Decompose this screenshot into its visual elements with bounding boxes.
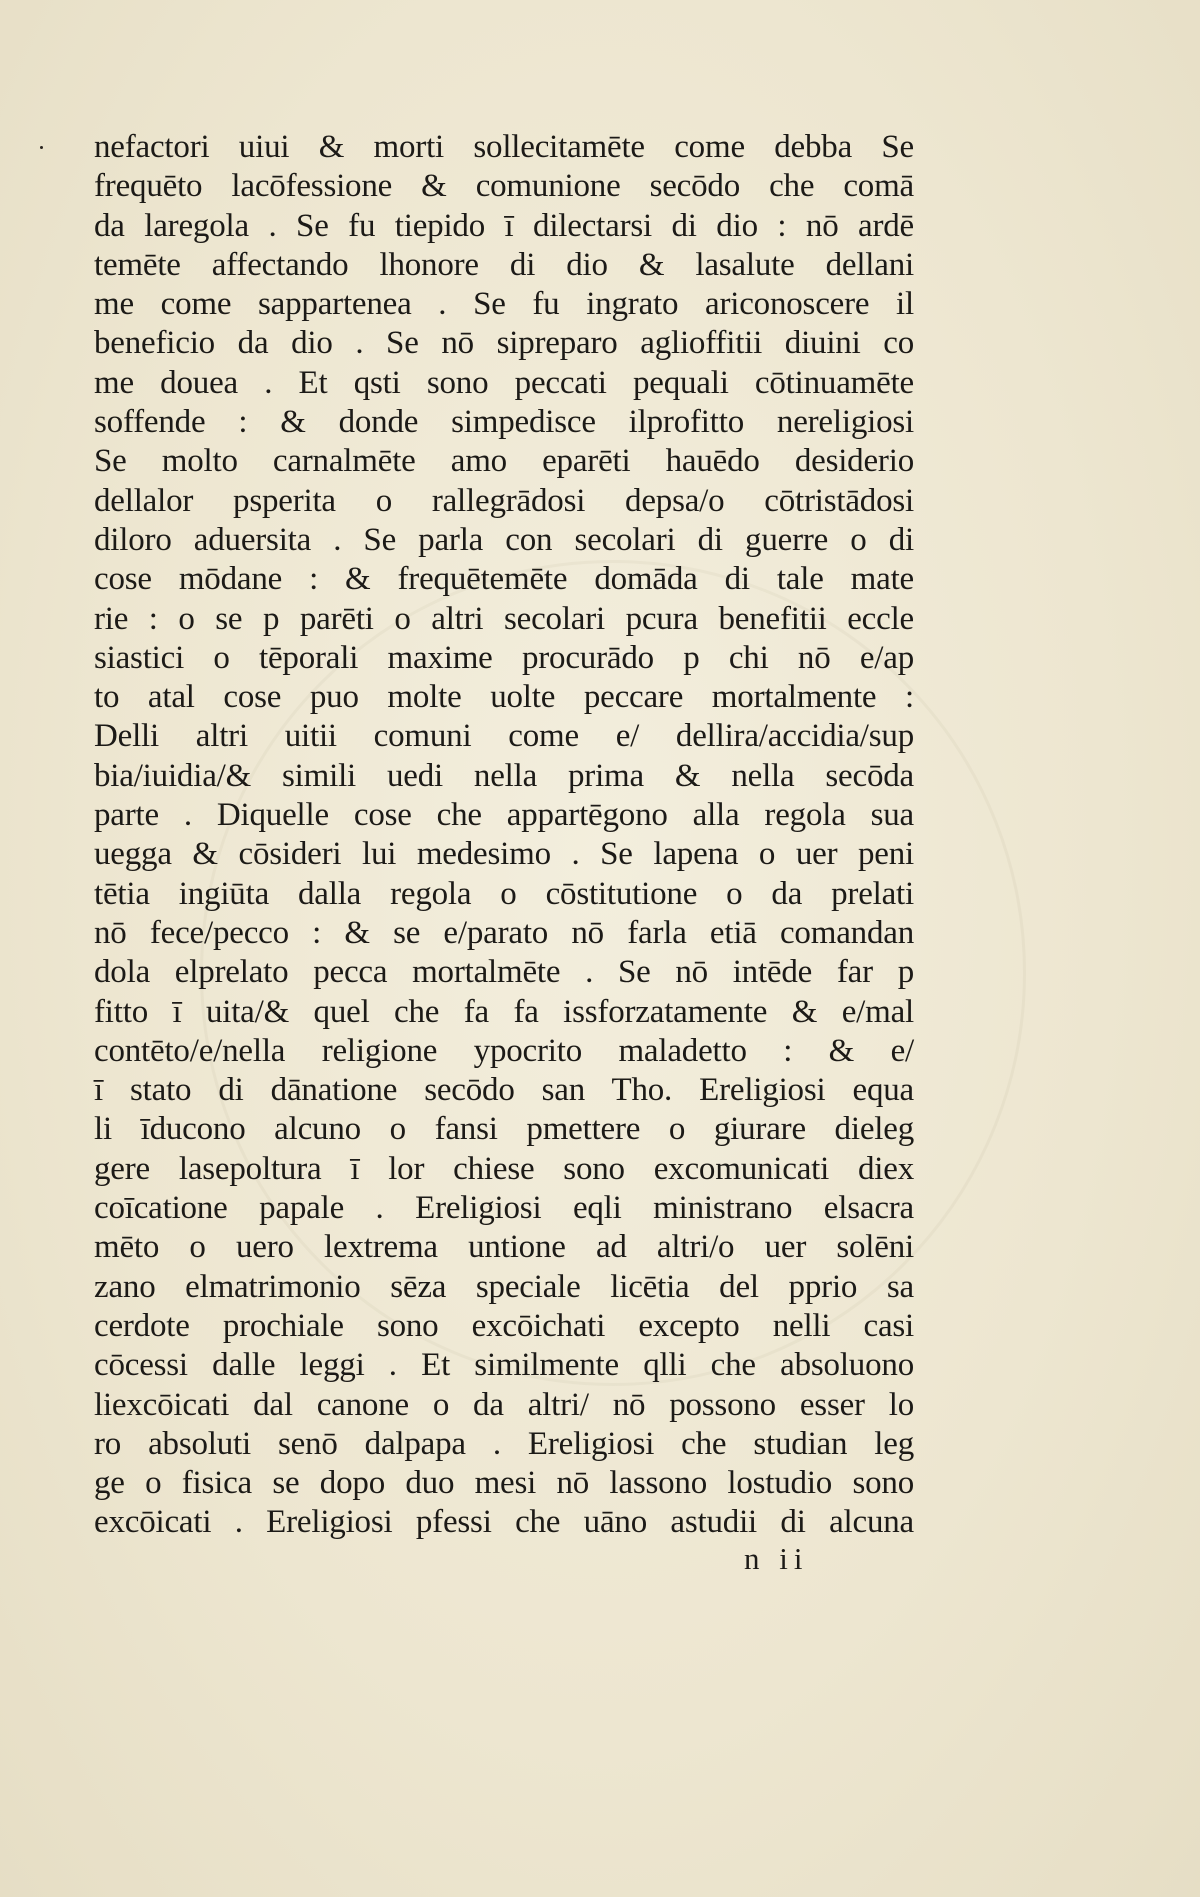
- text-line: tētia ingiūta dalla regola o cōstitutione o da prelati: [94, 875, 914, 912]
- text-line: excōicati . Ereligiosi pfessi che uāno astudii di alcuna: [94, 1504, 914, 1541]
- text-line: temēte affectando lhonore di dio & lasalute dellani: [94, 246, 914, 283]
- text-line: gere lasepoltura ī lor chiese sono excomunicati diex: [94, 1150, 914, 1187]
- text-line: ge o fisica se dopo duo mesi nō lassono lostudio sono: [94, 1465, 914, 1502]
- text-line: nefactori uiui & morti sollecitamēte come debba Se: [94, 129, 914, 165]
- signature-mark: n ii: [744, 1541, 809, 1576]
- text-block: [94, 128, 914, 1543]
- text-line: Se molto carnalmēte amo eparēti hauēdo desiderio: [94, 443, 914, 480]
- ink-speck: [40, 146, 43, 149]
- text-line: cerdote prochiale sono excōichati excepto nelli casi: [94, 1307, 914, 1344]
- text-line: ī stato di dānatione secōdo san Tho. Ereligiosi equa: [94, 1072, 914, 1109]
- text-line: zano elmatrimonio sēza speciale licētia del pprio sa: [94, 1268, 914, 1305]
- text-line: mēto o uero lextrema untione ad altri/o uer solēni: [94, 1229, 914, 1266]
- text-line: frequēto lacōfessione & comunione secōdo che comā: [94, 168, 914, 205]
- text-line: cose mōdane : & frequētemēte domāda di tale mate: [94, 561, 914, 598]
- text-line: ro absoluti senō dalpapa . Ereligiosi che studian leg: [94, 1425, 914, 1462]
- text-line: siastici o tēporali maxime procurādo p chi nō e/ap: [94, 639, 914, 676]
- text-line: me come sappartenea . Se fu ingrato ariconoscere il: [94, 286, 914, 323]
- text-line: Delli altri uitii comuni come e/ dellira/accidia/sup: [94, 718, 914, 755]
- text-line: rie : o se p parēti o altri secolari pcura benefitii eccle: [94, 600, 914, 637]
- text-line: nō fece/pecco : & se e/parato nō farla etiā comandan: [94, 914, 914, 951]
- text-line: to atal cose puo molte uolte peccare mortalmente :: [94, 679, 914, 716]
- text-line: me douea . Et qsti sono peccati pequali cōtinuamēte: [94, 364, 914, 401]
- text-line: cōcessi dalle leggi . Et similmente qlli che absoluono: [94, 1347, 914, 1384]
- text-line: li īducono alcuno o fansi pmettere o giurare dieleg: [94, 1111, 914, 1148]
- text-line: dola elprelato pecca mortalmēte . Se nō intēde far p: [94, 954, 914, 991]
- text-line: fitto ī uita/& quel che fa fa issforzatamente & e/mal: [94, 993, 914, 1030]
- text-line: coīcatione papale . Ereligiosi eqli ministrano elsacra: [94, 1190, 914, 1227]
- text-line: da laregola . Se fu tiepido ī dilectarsi di dio : nō ardē: [94, 207, 914, 244]
- text-line: bia/iuidia/& simili uedi nella prima & nella secōda: [94, 757, 914, 794]
- text-line: soffende : & donde simpedisce ilprofitto nereligiosi: [94, 404, 914, 441]
- text-line: liexcōicati dal canone o da altri/ nō possono esser lo: [94, 1386, 914, 1423]
- text-line: diloro aduersita . Se parla con secolari di guerre o di: [94, 521, 914, 558]
- text-line: parte . Diquelle cose che appartēgono alla regola sua: [94, 797, 914, 834]
- text-line: dellalor psperita o rallegrādosi depsa/o cōtristādosi: [94, 482, 914, 519]
- text-line: beneficio da dio . Se nō sipreparo aglioffitii diuini co: [94, 325, 914, 362]
- text-line: contēto/e/nella religione ypocrito maladetto : & e/: [94, 1032, 914, 1069]
- text-line: uegga & cōsideri lui medesimo . Se lapena o uer peni: [94, 836, 914, 873]
